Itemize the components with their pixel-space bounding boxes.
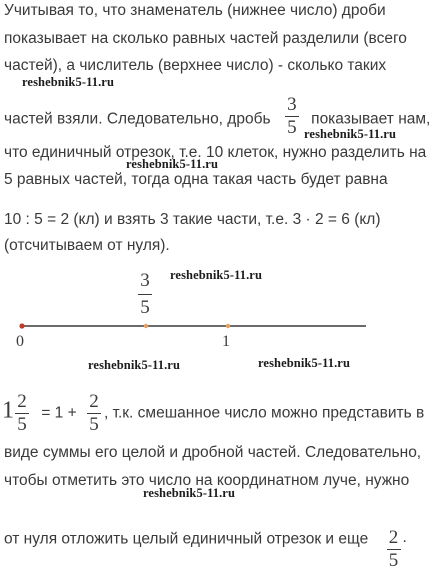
fraction-numerator: 2: [89, 391, 99, 412]
text-segment: частей взяли. Следовательно, дробь: [4, 110, 271, 128]
mixed-number-whole: 1: [2, 397, 14, 424]
fraction-two-fifths: [387, 528, 401, 571]
text-segment: показывает нам,: [311, 110, 431, 128]
ray-label-zero: 0: [16, 333, 24, 350]
text-line: показывает на сколько равных частей разделили (всего: [4, 30, 407, 47]
fraction-numerator: 2: [17, 391, 27, 412]
fraction-numerator: 3: [140, 270, 150, 291]
text-line: виде суммы его целой и дробной частей. Следовательно,: [4, 444, 422, 461]
ray-point-one: [226, 324, 230, 328]
watermark: reshebnik5-11.ru: [143, 486, 236, 500]
text-line-mixed-number: [2, 392, 424, 435]
text-line: (отсчитываем от нуля).: [4, 237, 170, 254]
fraction-numerator: 2: [388, 527, 399, 548]
watermark: reshebnik5-11.ru: [22, 75, 115, 89]
fraction-denominator: 5: [17, 414, 27, 435]
text-line: Учитывая то, что знаменатель (нижнее число) дроби: [4, 2, 386, 19]
watermark: reshebnik5-11.ru: [126, 157, 219, 171]
watermark: reshebnik5-11.ru: [258, 356, 351, 370]
fraction-numerator: 3: [287, 94, 297, 115]
text-line-with-fraction: [4, 518, 407, 571]
fraction-bar: [138, 294, 152, 295]
text-line: 10 : 5 = 2 (кл) и взять 3 такие части, т.е. 3 · 2 = 6 (кл): [4, 211, 381, 228]
watermark: reshebnik5-11.ru: [304, 127, 397, 141]
text-segment: от нуля отложить целый единичный отрезок и еще: [4, 530, 369, 548]
ray-label-one: 1: [222, 333, 230, 350]
text-line: чтобы отметить это число на координатном луче, нужно: [4, 472, 410, 489]
fraction-denominator: 5: [287, 117, 297, 138]
watermark: reshebnik5-11.ru: [88, 358, 181, 372]
ray-point-three-fifths: [144, 324, 148, 328]
ray-mark-label-three-fifths: [138, 270, 152, 319]
text-segment: , т.к. смешанное число можно представить в: [103, 404, 425, 422]
ray-origin-dot: [19, 323, 24, 328]
fraction-denominator: 5: [89, 414, 99, 435]
text-segment: = 1 +: [41, 404, 77, 422]
text-line: частей), а числитель (верхнее число) - сколько таких: [4, 57, 387, 74]
fraction-two-fifths: [15, 392, 29, 435]
text-line: 5 равных частей, тогда одна такая часть будет равна: [4, 171, 388, 188]
watermark: reshebnik5-11.ru: [170, 268, 263, 282]
fraction-three-fifths: [285, 95, 299, 138]
fraction-two-fifths: [87, 392, 101, 435]
fraction-denominator: 5: [388, 550, 399, 571]
text-segment: .: [402, 528, 407, 546]
fraction-denominator: 5: [140, 297, 150, 318]
text-line: что единичный отрезок, т.е. 10 клеток, нужно разделить на: [4, 144, 427, 161]
